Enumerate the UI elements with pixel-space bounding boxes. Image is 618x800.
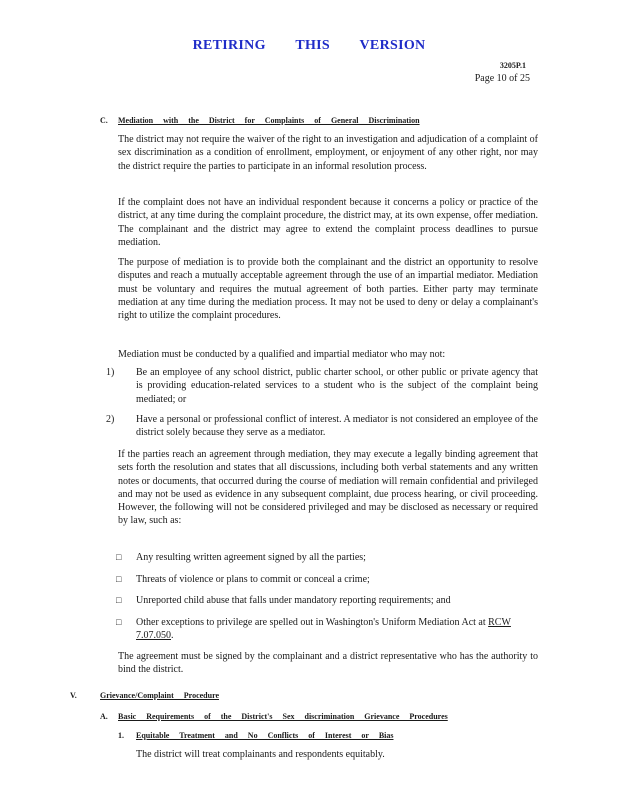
subsection-1-title: Equitable Treatment and No Conflicts of Interest or Bias xyxy=(136,731,394,740)
section-a-heading xyxy=(100,712,530,724)
bullet-text-main: Other exceptions to privilege are spelled out in Washington's Uniform Mediation Act at xyxy=(136,617,486,628)
section-c-heading xyxy=(100,116,460,128)
section-a-title: Basic Requirements of the District's Sex discrimination Grievance Procedures xyxy=(118,712,448,721)
checkbox-bullet-icon: □ xyxy=(116,595,122,605)
bullet-text xyxy=(136,616,538,643)
numbered-item-text: Be an employee of any school district, public charter school, or other public or private agency that is providing education-related services to a student who is the subject of the complaint being mediated; or xyxy=(136,367,538,405)
document-number: 3205P.1 xyxy=(499,61,526,70)
paragraph-mediator-requirements: Mediation must be conducted by a qualified and impartial mediator who may not: xyxy=(118,349,446,360)
paragraph-waiver: The district may not require the waiver of the right to an investigation and adjudication of a complaint of sex discrimination as a condition of enrollment, employment, or enjoyment of any other right, nor may the district require the parties to participate in an informal resolution process. xyxy=(118,134,538,172)
bullet-text-end: . xyxy=(171,630,174,642)
subsection-1-heading xyxy=(118,731,448,743)
bullet-item xyxy=(116,573,538,586)
numbered-item-marker: 1) xyxy=(106,367,115,378)
paragraph-offer-mediation: If the complaint does not have an individual respondent because it concerns a policy or practice of the district, at any time during the complaint procedure, the district may, at its own expense, offer mediation. The complainant and the district may agree to extend the complaint process deadlines to pursue mediation. xyxy=(118,197,538,248)
bullet-item xyxy=(116,616,538,643)
section-v-heading xyxy=(70,691,270,703)
section-v-title: Grievance/Complaint Procedure xyxy=(100,691,220,700)
section-c-label: C. xyxy=(100,116,108,125)
subsection-1-label: 1. xyxy=(118,731,124,740)
numbered-item-1 xyxy=(106,366,538,406)
section-v-label: V. xyxy=(70,691,77,700)
paragraph-equitable: The district will treat complainants and respondents equitably. xyxy=(136,749,385,760)
page-number: Page 10 of 25 xyxy=(474,73,530,84)
paragraph-agreement: If the parties reach an agreement through mediation, they may execute a legally binding agreement that sets forth the resolution and states that all discussions, including both verbal statements and any written notes or documents, that occurred during the course of mediation will remain confidential and privileged and may not be used as evidence in any subsequent complaint, due process hearing, or civil proceeding. However, the following will not be considered privileged and may be disclosed as necessary or required by law, such as: xyxy=(118,449,538,527)
paragraph-purpose: The purpose of mediation is to provide both the complainant and the district an opportunity to resolve disputes and reach a mutually acceptable agreement through the use of an impartial mediator. Mediation must be voluntary and requires the mutual agreement of both parties. Either party may terminate mediation at any time during the mediation process. It may not be used to deny or delay a complainant's right to utilize the complaint procedures. xyxy=(118,257,538,322)
bullet-text: Unreported child abuse that falls under mandatory reporting requirements; and xyxy=(136,595,451,606)
rcw-link[interactable]: RCW 7.07.050 xyxy=(136,617,511,642)
checkbox-bullet-icon: □ xyxy=(116,617,122,627)
numbered-item-2 xyxy=(106,413,538,440)
bullet-text: Any resulting written agreement signed by all the parties; xyxy=(136,552,366,563)
bullet-item xyxy=(116,594,538,607)
bullet-item xyxy=(116,551,538,564)
section-a-label: A. xyxy=(100,712,108,721)
paragraph-signed: The agreement must be signed by the complainant and a district representative who has the authority to bind the district. xyxy=(118,651,538,676)
checkbox-bullet-icon: □ xyxy=(116,574,122,584)
retiring-banner: RETIRING THIS VERSION xyxy=(192,38,426,53)
numbered-item-text: Have a personal or professional conflict of interest. A mediator is not considered an employee of the district solely because they serve as a mediator. xyxy=(136,414,538,439)
bullet-text: Threats of violence or plans to commit or conceal a crime; xyxy=(136,574,370,585)
checkbox-bullet-icon: □ xyxy=(116,552,122,562)
section-c-title: Mediation with the District for Complaints of General Discrimination xyxy=(118,116,420,125)
numbered-item-marker: 2) xyxy=(106,414,115,425)
